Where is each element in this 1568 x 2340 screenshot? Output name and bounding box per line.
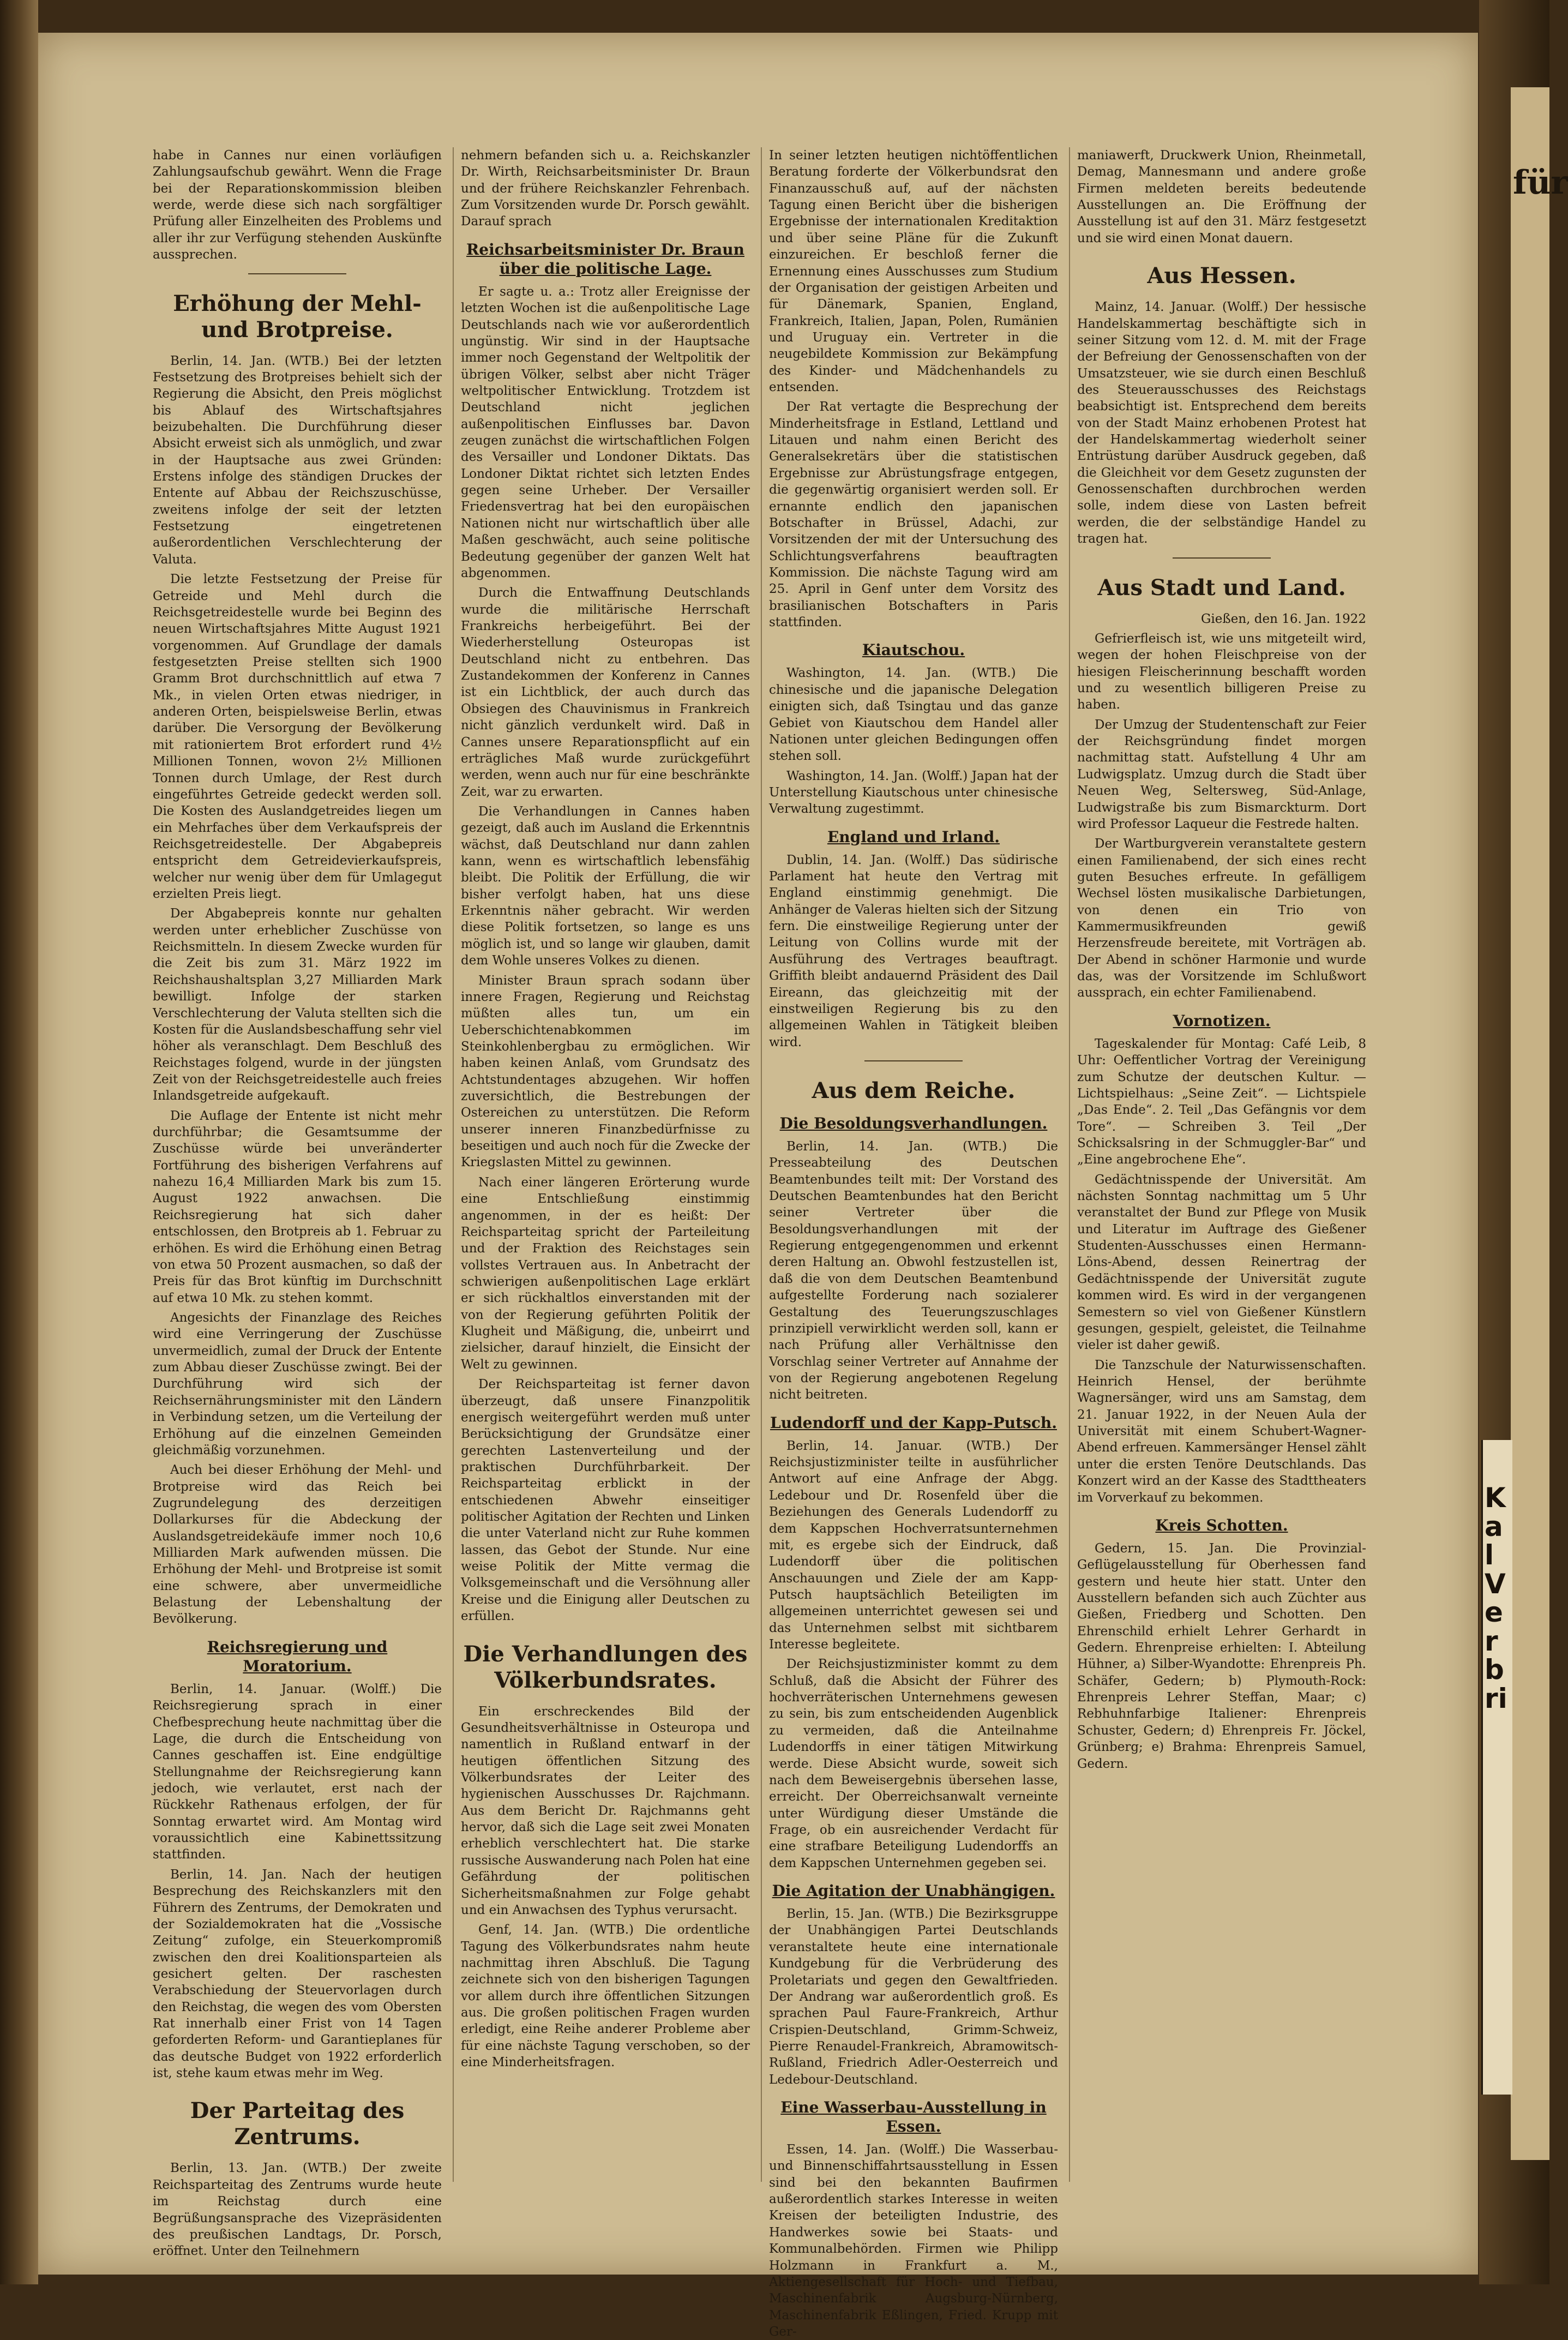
article-paragraph: maniawerft, Druckwerk Union, Rheinmetall, Demag, Mannesmann und andere große Firmen meldeten bereits bedeutende Ausstellungen an. Die Eröffnung der Ausstellung ist auf den 31. März festgesetzt und sie wird einen Monat dauern. [1077,148,1366,245]
article-paragraph: Angesichts der Finanzlage des Reiches wird eine Verringerung der Zuschüsse unvermeidlich, zumal der Druck der Entente zum Abbau dieser Zuschüsse zwingt. Bei der Durchführung wird sich der Reichsernährungsminister mit den Ländern in Verbindung setzen, um die Verteilung der Erhöhung auf die einzelnen Gemeinden gleichmäßig vorzunehmen. [153,1311,442,1457]
article-paragraph: Washington, 14. Jan. (Wolff.) Japan hat der Unterstellung Kiautschous unter chinesische Verwaltung zugestimmt. [769,769,1058,817]
article-paragraph: In seiner letzten heutigen nichtöffentlichen Beratung forderte der Völkerbundsrat den Finanzausschuß auf, auf der nächsten Tagung einen Bericht über die bisherigen Ergebnisse der internationalen Kreditaktion und über seine Pläne für die Zukunft einzureichen. Er beschloß ferner die Ernennung eines Ausschusses zum Studium der Organisation der geistigen Arbeiten und für Dänemark, Spanien, England, Frankreich, Italien, Japan, Polen, Rumänien und Uruguay ein. Vertreter in die neugebildete Kommission zur Bekämpfung des Kinder- und Mädchenhandels zu entsenden. [769,148,1058,395]
article-paragraph: Mainz, 14. Januar. (Wolff.) Der hessische Handelskammertag beschäftigte sich in seiner Sitzung vom 12. d. M. mit der Frage der Befreiung der Genossenschaften von der Umsatzsteuer, wie sie durch einen Beschluß des Steuerausschusses des Reichstags beabsichtigt ist. Entsprechend dem bereits von der Stadt Mainz erhobenen Protest hat der Handelskammertag wiederholt seiner Entrüstung darüber Ausdruck gegeben, daß die Gleichheit vor dem Gesetz zugunsten der Genossenschaften durchbrochen werden solle, indem diese von Lasten befreit werden, die der selbständige Handel zu tragen hat. [1077,300,1366,547]
subheadline: Reichsregierung und Moratorium. [207,1637,388,1675]
article-paragraph: Tageskalender für Montag: Café Leib, 8 Uhr: Oeffentlicher Vortrag der Vereinigung zum Schutze der deutschen Kultur. — Lichtspielhaus: „Seine Zeit“. — Lichtspiele „Das Ende“. 2. Teil „Das Gefängnis vor dem Tore“. — Schreiben 3. Teil „Der Schicksalsring in der Schmuggler-Bar“ und „Eine angebrochene Ehe“. [1077,1036,1366,1167]
article-paragraph: Der Abgabepreis konnte nur gehalten werden unter erheblicher Zuschüsse von Reichsmitteln. In diesem Zwecke wurden für die Zeit bis zum 31. März 1922 im Reichshaushaltsplan 3,27 Milliarden Mark bewilligt. Infolge der starken Verschlechterung der Valuta stellten sich die Kosten für die Auslandsbeschaffung sehr viel höher als veranschlagt. Dem Beschluß des Reichstages folgend, wurde in der jüngsten Zeit von der Reichsgetreidestelle auch freies Inlandsgetreide aufgekauft. [153,907,442,1103]
article-paragraph: Der Reichsjustizminister kommt zu dem Schluß, daß die Absicht der Führer des hochverräterischen Unternehmens gewesen zu sein, bis zum entscheidenden Augenblick zu vermeiden, daß die Anteilnahme Ludendorffs in einer tätigen Mitwirkung werde. Diese Absicht wurde, soweit sich nach dem Beweisergebnis übersehen lasse, erreicht. Der Oberreichsanwalt verneinte unter Würdigung dieser Umstände die Frage, ob ein ausreichender Verdacht für eine strafbare Beteiligung Ludendorffs an dem Kappschen Unternehmen gegeben sei. [769,1657,1058,1870]
article-paragraph: Die Verhandlungen in Cannes haben gezeigt, daß auch im Ausland die Erkenntnis wächst, daß Deutschland nur dann zahlen kann, wenn es wirtschaftlich lebensfähig bleibt. Die Politik der Erfüllung, die wir bisher verfolgt haben, hat uns diese Erkenntnis näher gebracht. Wir werden diese Politik fortsetzen, so lange es uns möglich ist, und so lange wir glauben, damit dem Wohle unseres Volkes zu dienen. [461,804,750,968]
article-paragraph: Nach einer längeren Erörterung wurde eine Entschließung einstimmig angenommen, in der es heißt: Der Reichsparteitag spricht der Parteileitung und der Fraktion des Reichstages sein vollstes Vertrauen aus. In Anbetracht der schwierigen außenpolitischen Lage erklärt er sich rückhaltlos einverstanden mit der von der Regierung geführten Politik der Klugheit und Mäßigung, die, unbeirrt und zielsicher, darauf hinzielt, die Einsicht der Welt zu gewinnen. [461,1175,750,1372]
subheadline: Die Agitation der Unabhängigen. [772,1882,1055,1900]
column-2 [461,147,750,2182]
subheadline: Ludendorff und der Kapp-Putsch. [770,1413,1057,1432]
article-paragraph: Essen, 14. Jan. (Wolff.) Die Wasserbau- und Binnenschiffahrtsausstellung in Essen sind bei den bekannten Baufirmen außerordentlich starkes Interesse in weiten Kreisen der beteiligten Industrie, des Handwerkes sowie bei Staats- und Kommunalbehörden. Firmen wie Philipp Holzmann in Frankfurt a. M., Aktiengesellschaft für Hoch- und Tiefbau, Maschinenfabrik Augsburg-Nürnberg, Maschinenfabrik Eßlingen, Fried. Krupp mit Ger- [769,2143,1058,2339]
article-paragraph: nehmern befanden sich u. a. Reichskanzler Dr. Wirth, Reichsarbeitsminister Dr. Braun und der frühere Reichskanzler Fehrenbach. Zum Vorsitzenden wurde Dr. Porsch gewählt. Darauf sprach [461,148,750,229]
article-paragraph: Der Reichsparteitag ist ferner davon überzeugt, daß unsere Finanzpolitik energisch weitergeführt werden muß unter Berücksichtigung der Grundsätze einer gerechten Lastenverteilung und der praktischen Durchführbarkeit. Der Reichsparteitag erblickt in der entschiedenen Abwehr einseitiger politischer Agitation der Rechten und Linken die unter Vaterland nicht zur Ruhe kommen lassen, das Gebot der Stunde. Nur eine weise Politik der Mitte vermag die Volksgemeinschaft und die Versöhnung aller Kreise und die Einigung aller Deutschen zu erfüllen. [461,1377,750,1624]
headline: Erhöhung der Mehl- und Brotpreise. [173,290,422,343]
column-rule [453,147,454,2182]
column-rule [1069,147,1070,2182]
column-rule [761,147,762,2182]
subheadline: Kreis Schotten. [1155,1516,1288,1534]
headline: Aus Stadt und Land. [1097,574,1346,601]
next-page-strip [1511,87,1568,2160]
column-3 [769,147,1058,2339]
article-paragraph: Die letzte Festsetzung der Preise für Getreide und Mehl durch die Reichsgetreidestelle wurde bei Beginn des neuen Wirtschaftsjahres Mitte August 1921 vorgenommen. Auf Grundlage der damals festgesetzten Preise stellten sich 1900 Gramm Brot durchschnittlich auf etwa 7 Mk., in vielen Orten etwas niedriger, in anderen Orten, beispielsweise Berlin, etwas darüber. Die Versorgung der Bevölkerung mit rationiertem Brot erfordert rund 4½ Millionen Tonnen, wovon 2½ Millionen Tonnen durch Umlage, der Rest durch eingeführtes Getreide gedeckt werden soll. Die Kosten des Auslandgetreides liegen um ein Mehrfaches über dem Verkaufspreis der Reichsgetreidestelle. Der Abgabepreis entspricht dem Getreidevierkaufspreis, welcher nur wenig über dem für Umlagegut erzielten Preis liegt. [153,572,442,902]
column-4 [1077,147,1366,2182]
article-paragraph: Berlin, 14. Jan. (WTB.) Die Presseabteilung des Deutschen Beamtenbundes teilt mit: Der Vorstand des Deutschen Beamtenbundes hat den Bericht seiner Vertreter über die Besoldungsverhandlungen mit der Regierung entgegengenommen und erkennt deren Haltung an. Obwohl festzustellen ist, daß die von dem Deutschen Beamtenbund aufgestellte Forderung nach sozialerer Gestaltung des Teuerungszuschlages prinzipiell verwirklicht werden soll, kann er nach Prüfung aller Verhältnisse den Vorschlag seiner Vertreter auf Annahme der von der Regierung angebotenen Regelung nicht beitreten. [769,1139,1058,1402]
subheadline: Eine Wasserbau-Ausstellung in Essen. [780,2098,1047,2136]
subheadline: Die Besoldungsverhandlungen. [779,1114,1048,1132]
article-paragraph: Berlin, 13. Jan. (WTB.) Der zweite Reichsparteitag des Zentrums wurde heute im Reichstag durch eine Begrüßungsansprache des Vizepräsidenten des preußischen Landtags, Dr. Porsch, eröffnet. Unter den Teilnehmern [153,2161,442,2259]
article-paragraph: Gedächtnisspende der Universität. Am nächsten Sonntag nachmittag um 5 Uhr veranstaltet der Bund zur Pflege von Musik und Literatur im Auftrage des Gießener Studenten-Ausschusses einen Hermann-Löns-Abend, dessen Reinertrag der Gedächtnisspende der Universität zugute kommen wird. Es wird in der vergangenen Semestern so viel von Gießener Künstlern gesungen, gespielt, geleistet, die Teilnahme vieler ist daher gewiß. [1077,1172,1366,1353]
advertisement-fragment: Kal Ver bri [1485,1482,1507,1714]
article-paragraph: Gedern, 15. Jan. Die Provinzial-Geflügelausstellung für Oberhessen fand gestern und heute hier statt. Unter den Ausstellern befanden sich auch Züchter aus Gießen, Friedberg und Schotten. Den Ehrenschild erhielt Lehrer Gerhardt in Gedern. Ehrenpreise erhielten: I. Abteilung Hühner, a) Silber-Wyandotte: Ehrenpreis Ph. Schäfer, Gedern; b) Plymouth-Rock: Ehrenpreis Lehrer Steffan, Maar; c) Rebhuhnfarbige Italiener: Ehrenpreis Schuster, Gedern; d) Ehrenpreis Fr. Jöckel, Grünberg; e) Brahma: Ehrenpreis Samuel, Gedern. [1077,1541,1366,1771]
separator [248,273,346,274]
dateline: Gießen, den 16. Jan. 1922 [1201,611,1366,626]
separator [1173,557,1271,559]
article-paragraph: Ein erschreckendes Bild der Gesundheitsverhältnisse in Osteuropa und namentlich in Rußland entwarf in der heutigen öffentlichen Sitzung des Völkerbundsrates der Leiter des hygienischen Ausschusses Dr. Rajchmann. Aus dem Bericht Dr. Rajchmanns geht hervor, daß sich die Lage seit zwei Monaten erheblich verschlechtert hat. Die starke russische Auswanderung nach Polen hat eine Gefährdung der politischen Sicherheitsmaßnahmen zur Folge gehabt und ein Anwachsen des Typhus verursacht. [461,1704,750,1917]
subheadline: Reichsarbeitsminister Dr. Braun über die politische Lage. [466,240,744,278]
article-paragraph: Gefrierfleisch ist, wie uns mitgeteilt wird, wegen der hohen Fleischpreise von der hiesigen Fleischerinnung beschafft worden und zu wesentlich billigeren Preise zu haben. [1077,631,1366,712]
article-paragraph: Die Tanzschule der Naturwissenschaften. Heinrich Hensel, der berühmte Wagnersänger, wird uns am Samstag, dem 21. Januar 1922, in der Neuen Aula der Universität mit einem Schubert-Wagner-Abend erfreuen. Kammersänger Hensel zählt unter die ersten Tenöre Deutschlands. Das Konzert wird an der Kasse des Stadttheaters im Vorverkauf zu bekommen. [1077,1358,1366,1505]
article-paragraph: Berlin, 14. Januar. (WTB.) Der Reichsjustizminister teilte in ausführlicher Antwort auf eine Anfrage der Abgg. Ledebour und Dr. Rosenfeld über die Beziehungen des Generals Ludendorff zu dem Kappschen Hochverratsunternehmen mit, es ergebe sich der Eindruck, daß Ludendorff über die politischen Anschauungen und Ziele der am Kapp-Putsch hauptsächlich Beteiligten im allgemeinen unterrichtet gewesen sei und das Unternehmen selbst mit sichtbarem Interesse begleitete. [769,1438,1058,1652]
book-binding [0,0,38,2284]
column-1 [153,147,442,2259]
article-paragraph: Berlin, 14. Jan. Nach der heutigen Besprechung des Reichskanzlers mit den Führern des Zentrums, der Demokraten und der Sozialdemokraten hat die „Vossische Zeitung“ zufolge, ein Steuerkompromiß zwischen den drei Koalitionsparteien als gesichert gelten. Der raschesten Verabschiedung der Steuervorlagen durch den Reichstag, die wegen des vom Obersten Rat innerhalb einer Frist von 14 Tagen geforderten Reform- und Garantieplanes für das deutsche Budget von 1922 erforderlich ist, stehe kaum etwas mehr im Weg. [153,1867,442,2081]
headline: Die Verhandlungen des Völkerbundsrates. [463,1641,748,1693]
article-paragraph: Washington, 14. Jan. (WTB.) Die chinesische und die japanische Delegation einigten sich, daß Tsingtau und das ganze Gebiet von Kiautschou dem Handel aller Nationen unter gleichen Bedingungen offen stehen soll. [769,666,1058,764]
subheadline: Vornotizen. [1173,1011,1271,1030]
article-paragraph: Durch die Entwaffnung Deutschlands wurde die militärische Herrschaft Frankreichs herbeigeführt. Bei der Wiederherstellung Osteuropas ist Deutschland nicht zu entbehren. Das Zustandekommen der Konferenz in Cannes ist ein Lichtblick, der auch durch das Obsiegen des Chauvinismus in Frankreich nicht gänzlich verdunkelt wird. Daß in Cannes unsere Reparationspflicht auf ein erträgliches Maß wurde zurückgeführt werden, wenn auch nur für eine beschränkte Zeit, war zu erwarten. [461,586,750,799]
article-paragraph: Berlin, 14. Januar. (Wolff.) Die Reichsregierung sprach in einer Chefbesprechung heute nachmittag über die Lage, die durch die Entscheidung von Cannes geschaffen ist. Eine endgültige Stellungnahme der Reichsregierung kann jedoch, wie verlautet, erst nach der Rückkehr Rathenaus erfolgen, der für Sonntag erwartet wird. Am Montag wird voraussichtlich eine Kabinettssitzung stattfinden. [153,1682,442,1862]
article-paragraph: Minister Braun sprach sodann über innere Fragen, Regierung und Reichstag müßten alles tun, um ein Ueberschichtenabkommen im Steinkohlenbergbau zu ermöglichen. Wir haben keinen Anlaß, vom Grundsatz des Achtstundentages abzugehen. Wir hoffen zuversichtlich, die Bestrebungen der Ostereichen zu unterstützen. Die Reform unserer inneren Finanzbedürfnisse zu beseitigen und auch noch für die Zwecke der Kriegslasten Mittel zu gewinnen. [461,973,750,1170]
separator [864,1060,963,1061]
article-paragraph: Die Auflage der Entente ist nicht mehr durchführbar; die Gesamtsumme der Zuschüsse würde bei unveränderter Fortführung des bisherigen Verfahrens auf nahezu 16,4 Milliarden Mark bis zum 15. August 1922 anwachsen. Die Reichsregierung hat sich daher entschlossen, den Brotpreis ab 1. Februar zu erhöhen. Es wird die Erhöhung einen Betrag von etwa 50 Prozent ausmachen, so daß der Preis für das Brot künftig im Durchschnitt auf etwa 10 Mk. zu stehen kommt. [153,1108,442,1305]
article-paragraph: Der Wartburgverein veranstaltete gestern einen Familienabend, der sich eines recht guten Besuches erfreute. In gefälligem Wechsel lösten musikalische Darbietungen, von denen ein Trio von Kammermusikfreunden gewiß Herzensfreude bereitete, mit Vorträgen ab. Der Abend in schöner Harmonie und wurde das, was der Vorsitzende im Schlußwort aussprach, ein echter Familienabend. [1077,837,1366,1000]
headline: Aus Hessen. [1147,263,1296,289]
article-paragraph: Berlin, 15. Jan. (WTB.) Die Bezirksgruppe der Unabhängigen Partei Deutschlands veranstaltete heute eine internationale Kundgebung für die Verbrüderung des Proletariats und gegen den Gewaltfrieden. Der Andrang war außerordentlich groß. Es sprachen Paul Faure-Frankreich, Arthur Crispien-Deutschland, Grimm-Schweiz, Pierre Renaudel-Frankreich, Abramowitsch-Rußland, Friedrich Adler-Oesterreich und Ledebour-Deutschland. [769,1907,1058,2087]
headline: Aus dem Reiche. [812,1077,1016,1103]
article-paragraph: Auch bei dieser Erhöhung der Mehl- und Brotpreise wird das Reich bei Zugrundelegung des derzeitigen Dollarkurses für die Abdeckung der Auslandsgetreidekäufe immer noch 10,6 Milliarden Mark aufwenden müssen. Die Erhöhung der Mehl- und Brotpreise ist somit eine schwere, aber unvermeidliche Belastung der Lebenshaltung der Bevölkerung. [153,1463,442,1627]
next-page-fragment: für [1513,164,1568,202]
article-paragraph: Der Rat vertagte die Besprechung der Minderheitsfrage in Estland, Lettland und Litauen und nahm einen Bericht des Generalsekretärs über die statistischen Ergebnisse zur Abrüstungsfrage entgegen, die gegenwärtig organisiert werden soll. Er ernannte endlich den japanischen Botschafter in Brüssel, Adachi, zur Vorsitzenden der mit der Untersuchung des Schlichtungsverfahrens beauftragten Kommission. Die nächste Tagung wird am 25. April in Genf unter dem Vorsitz des brasilianischen Botschafters in Paris stattfinden. [769,400,1058,630]
subheadline: England und Irland. [827,827,1000,846]
article-paragraph: Berlin, 14. Jan. (WTB.) Bei der letzten Festsetzung des Brotpreises behielt sich der Regierung die Absicht, den Preis möglichst bis Ablauf des Wirtschaftsjahres beizubehalten. Die Durchführung dieser Absicht erweist sich als unmöglich, und zwar in der Hauptsache aus zwei Gründen: Erstens infolge des ständigen Druckes der Entente auf Abbau der Reichszuschüsse, zweitens infolge der seit der letzten Festsetzung eingetretenen außerordentlichen Verschlechterung der Valuta. [153,353,442,567]
headline: Der Parteitag des Zentrums. [190,2098,405,2150]
article-paragraph: Genf, 14. Jan. (WTB.) Die ordentliche Tagung des Völkerbundsrates nahm heute nachmittag ihren Abschluß. Die Tagung zeichnete sich von den bisherigen Tagungen vor allem durch ihre öffentlichen Sitzungen aus. Die großen politischen Fragen wurden erledigt, eine Reihe anderer Probleme aber für eine nächste Tagung verschoben, so der eine Minderheitsfragen. [461,1923,750,2070]
subheadline: Kiautschou. [862,641,965,659]
article-paragraph: habe in Cannes nur einen vorläufigen Zahlungsaufschub gewährt. Wenn die Frage bei der Reparationskommission bleiben werde, werde diese sich nach sorgfältiger Prüfung aller Einzelheiten des Problems und aller ihr zur Verfügung stehenden Auskünfte aussprechen. [153,148,442,262]
article-paragraph: Er sagte u. a.: Trotz aller Ereignisse der letzten Wochen ist die außenpolitische Lage Deutschlands nach wie vor außerordentlich ungünstig. Wir sind in der Hauptsache immer noch Gegenstand der Weltpolitik der übrigen Völker, selbst aber nicht Träger weltpolitischer Entwicklung. Trotzdem ist Deutschland nicht jeglichen außenpolitischen Einflusses bar. Davon zeugen zunächst die wirtschaftlichen Folgen des Versailler und Londoner Diktats. Das Londoner Diktat richtet sich letzten Endes gegen seine Urheber. Der Versailler Friedensvertrag hat bei den europäischen Nationen nicht nur wirtschaftlich über alle Maßen geschwächt, auch seine politische Bedeutung gegenüber der ganzen Welt hat abgenommen. [461,284,750,580]
article-paragraph: Dublin, 14. Jan. (Wolff.) Das südirische Parlament hat heute den Vertrag mit England einstimmig genehmigt. Die Anhänger de Valeras hielten sich der Sitzung fern. Die einstweilige Regierung unter der Leitung von Collins wurde mit der Ausführung des Vertrages beauftragt. Griffith bleibt andauernd Präsident des Dail Eireann, das gleichzeitig mit der einstweiligen Regierung bis zu den allgemeinen Wahlen in Tätigkeit bleiben wird. [769,853,1058,1049]
article-paragraph: Der Umzug der Studentenschaft zur Feier der Reichsgründung findet morgen nachmittag statt. Aufstellung 4 Uhr am Ludwigsplatz. Umzug durch die Stadt über Neuen Weg, Seltersweg, Süd-Anlage, Ludwigstraße bis zum Bismarckturm. Dort wird Professor Laqueur die Festrede halten. [1077,717,1366,831]
